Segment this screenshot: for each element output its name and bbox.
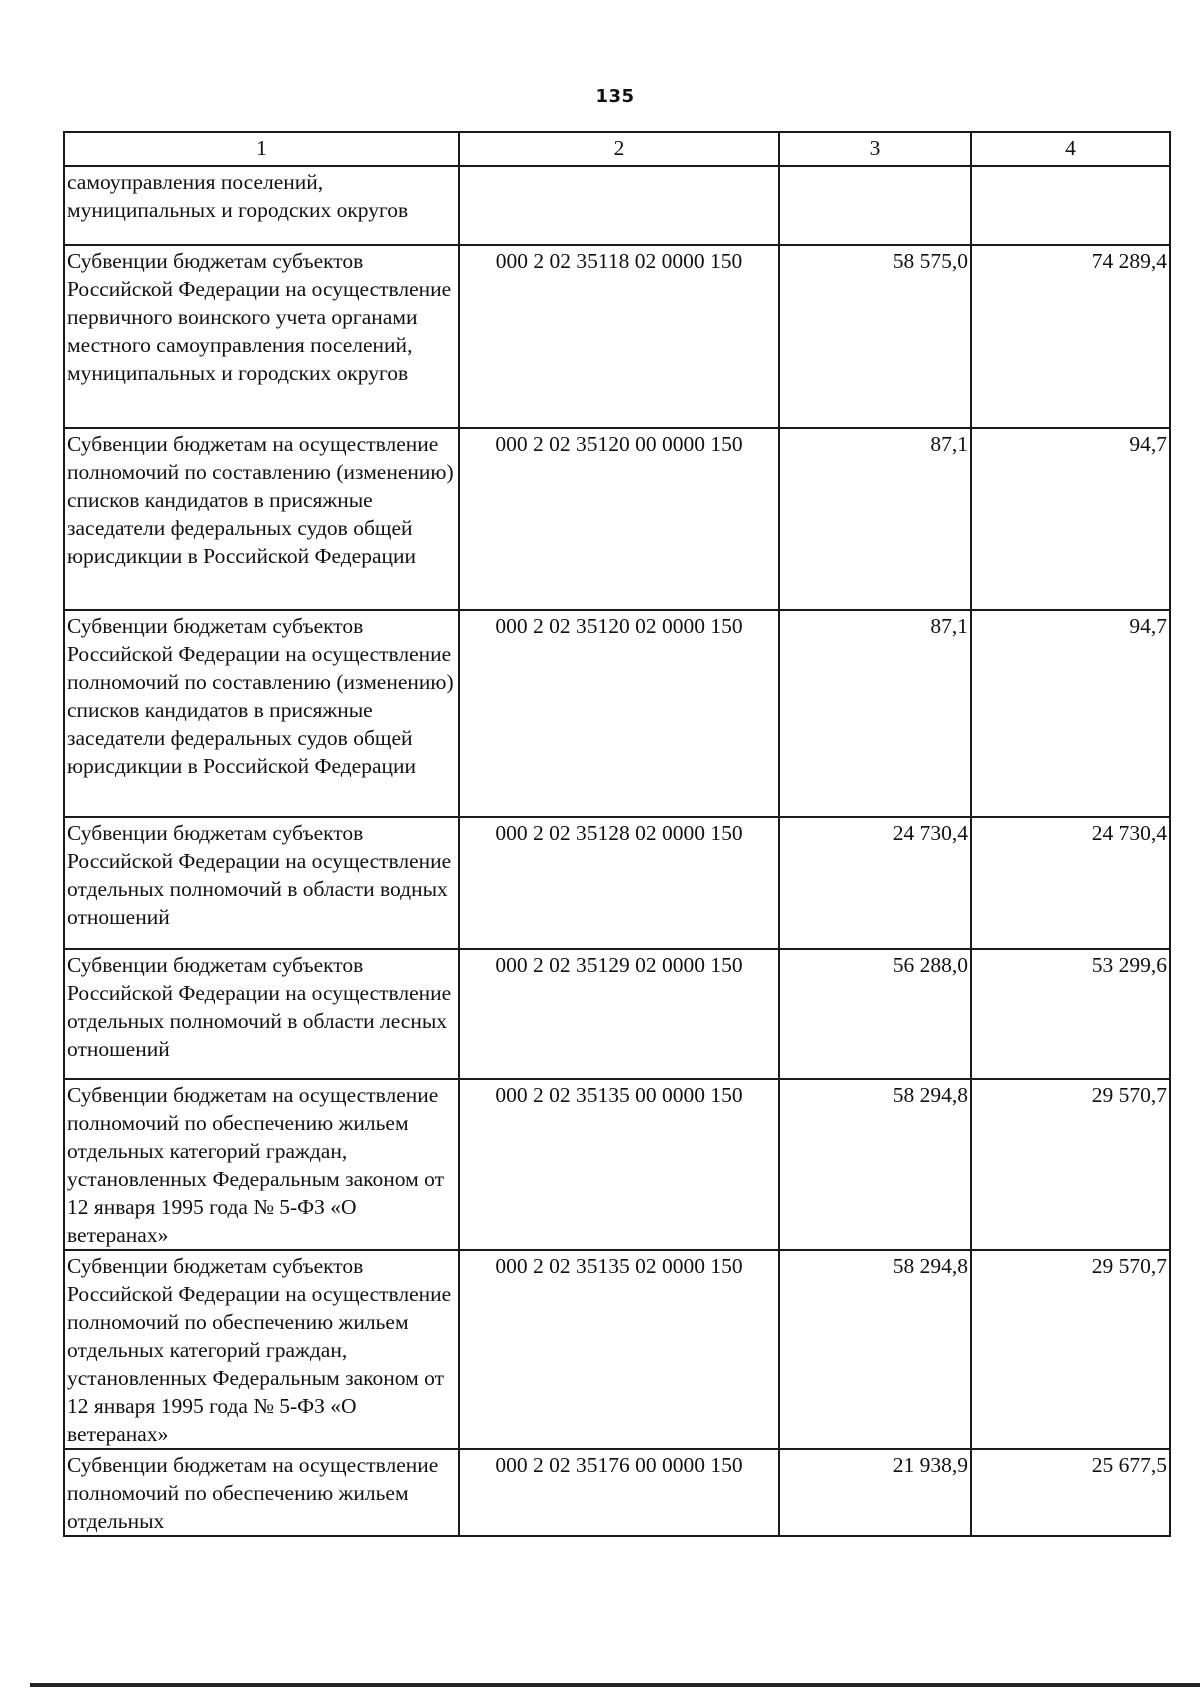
row-value-col4 [971,166,1170,245]
row-description: самоуправления поселений, муниципальных и городских округов [64,166,459,245]
row-code: 000 2 02 35128 02 0000 150 [459,817,779,949]
row-description: Субвенции бюджетам на осуществление полномочий по составлению (изменению) списков кандидатов в присяжные заседатели федеральных судов общей юрисдикции в Российской Федерации [64,428,459,610]
row-value-col3: 21 938,9 [779,1449,971,1536]
table-row [64,1079,1170,1250]
row-code: 000 2 02 35120 00 0000 150 [459,428,779,610]
row-value-col3: 56 288,0 [779,949,971,1079]
budget-table [63,131,1171,1537]
row-code: 000 2 02 35135 02 0000 150 [459,1250,779,1449]
row-value-col3: 87,1 [779,610,971,817]
row-description: Субвенции бюджетам на осуществление полномочий по обеспечению жильем отдельных категорий граждан, установленных Федеральным законом от 12 января 1995 года № 5-ФЗ «О ветеранах» [64,1079,459,1250]
row-value-col4: 74 289,4 [971,245,1170,428]
row-value-col4: 94,7 [971,428,1170,610]
table-row [64,245,1170,428]
row-code: 000 2 02 35118 02 0000 150 [459,245,779,428]
row-value-col3: 58 575,0 [779,245,971,428]
row-code: 000 2 02 35176 00 0000 150 [459,1449,779,1536]
row-value-col3: 58 294,8 [779,1250,971,1449]
row-value-col4: 25 677,5 [971,1449,1170,1536]
row-value-col3: 58 294,8 [779,1079,971,1250]
row-value-col3: 24 730,4 [779,817,971,949]
row-value-col3 [779,166,971,245]
table-row [64,949,1170,1079]
row-code: 000 2 02 35135 00 0000 150 [459,1079,779,1250]
table-row [64,1449,1170,1536]
row-value-col4: 94,7 [971,610,1170,817]
row-code: 000 2 02 35120 02 0000 150 [459,610,779,817]
bottom-rule [30,1683,1200,1687]
row-value-col4: 24 730,4 [971,817,1170,949]
row-description: Субвенции бюджетам субъектов Российской Федерации на осуществление полномочий по составлению (изменению) списков кандидатов в присяжные заседатели федеральных судов общей юрисдикции в Российской Федерации [64,610,459,817]
row-value-col4: 53 299,6 [971,949,1170,1079]
row-description: Субвенции бюджетам на осуществление полномочий по обеспечению жильем отдельных [64,1449,459,1536]
column-header-3: 3 [779,132,971,166]
row-description: Субвенции бюджетам субъектов Российской Федерации на осуществление первичного воинского учета органами местного самоуправления поселений, муниципальных и городских округов [64,245,459,428]
table-row [64,166,1170,245]
page-number: 135 [595,86,635,107]
table-row [64,428,1170,610]
row-code [459,166,779,245]
row-value-col4: 29 570,7 [971,1250,1170,1449]
table-row [64,1250,1170,1449]
column-header-1: 1 [64,132,459,166]
row-description: Субвенции бюджетам субъектов Российской Федерации на осуществление отдельных полномочий в области водных отношений [64,817,459,949]
column-header-2: 2 [459,132,779,166]
row-description: Субвенции бюджетам субъектов Российской Федерации на осуществление полномочий по обеспечению жильем отдельных категорий граждан, установленных Федеральным законом от 12 января 1995 года № 5-ФЗ «О ветеранах» [64,1250,459,1449]
table-row [64,610,1170,817]
row-value-col3: 87,1 [779,428,971,610]
table-header-row [64,132,1170,166]
row-description: Субвенции бюджетам субъектов Российской Федерации на осуществление отдельных полномочий в области лесных отношений [64,949,459,1079]
row-code: 000 2 02 35129 02 0000 150 [459,949,779,1079]
row-value-col4: 29 570,7 [971,1079,1170,1250]
column-header-4: 4 [971,132,1170,166]
table-row [64,817,1170,949]
